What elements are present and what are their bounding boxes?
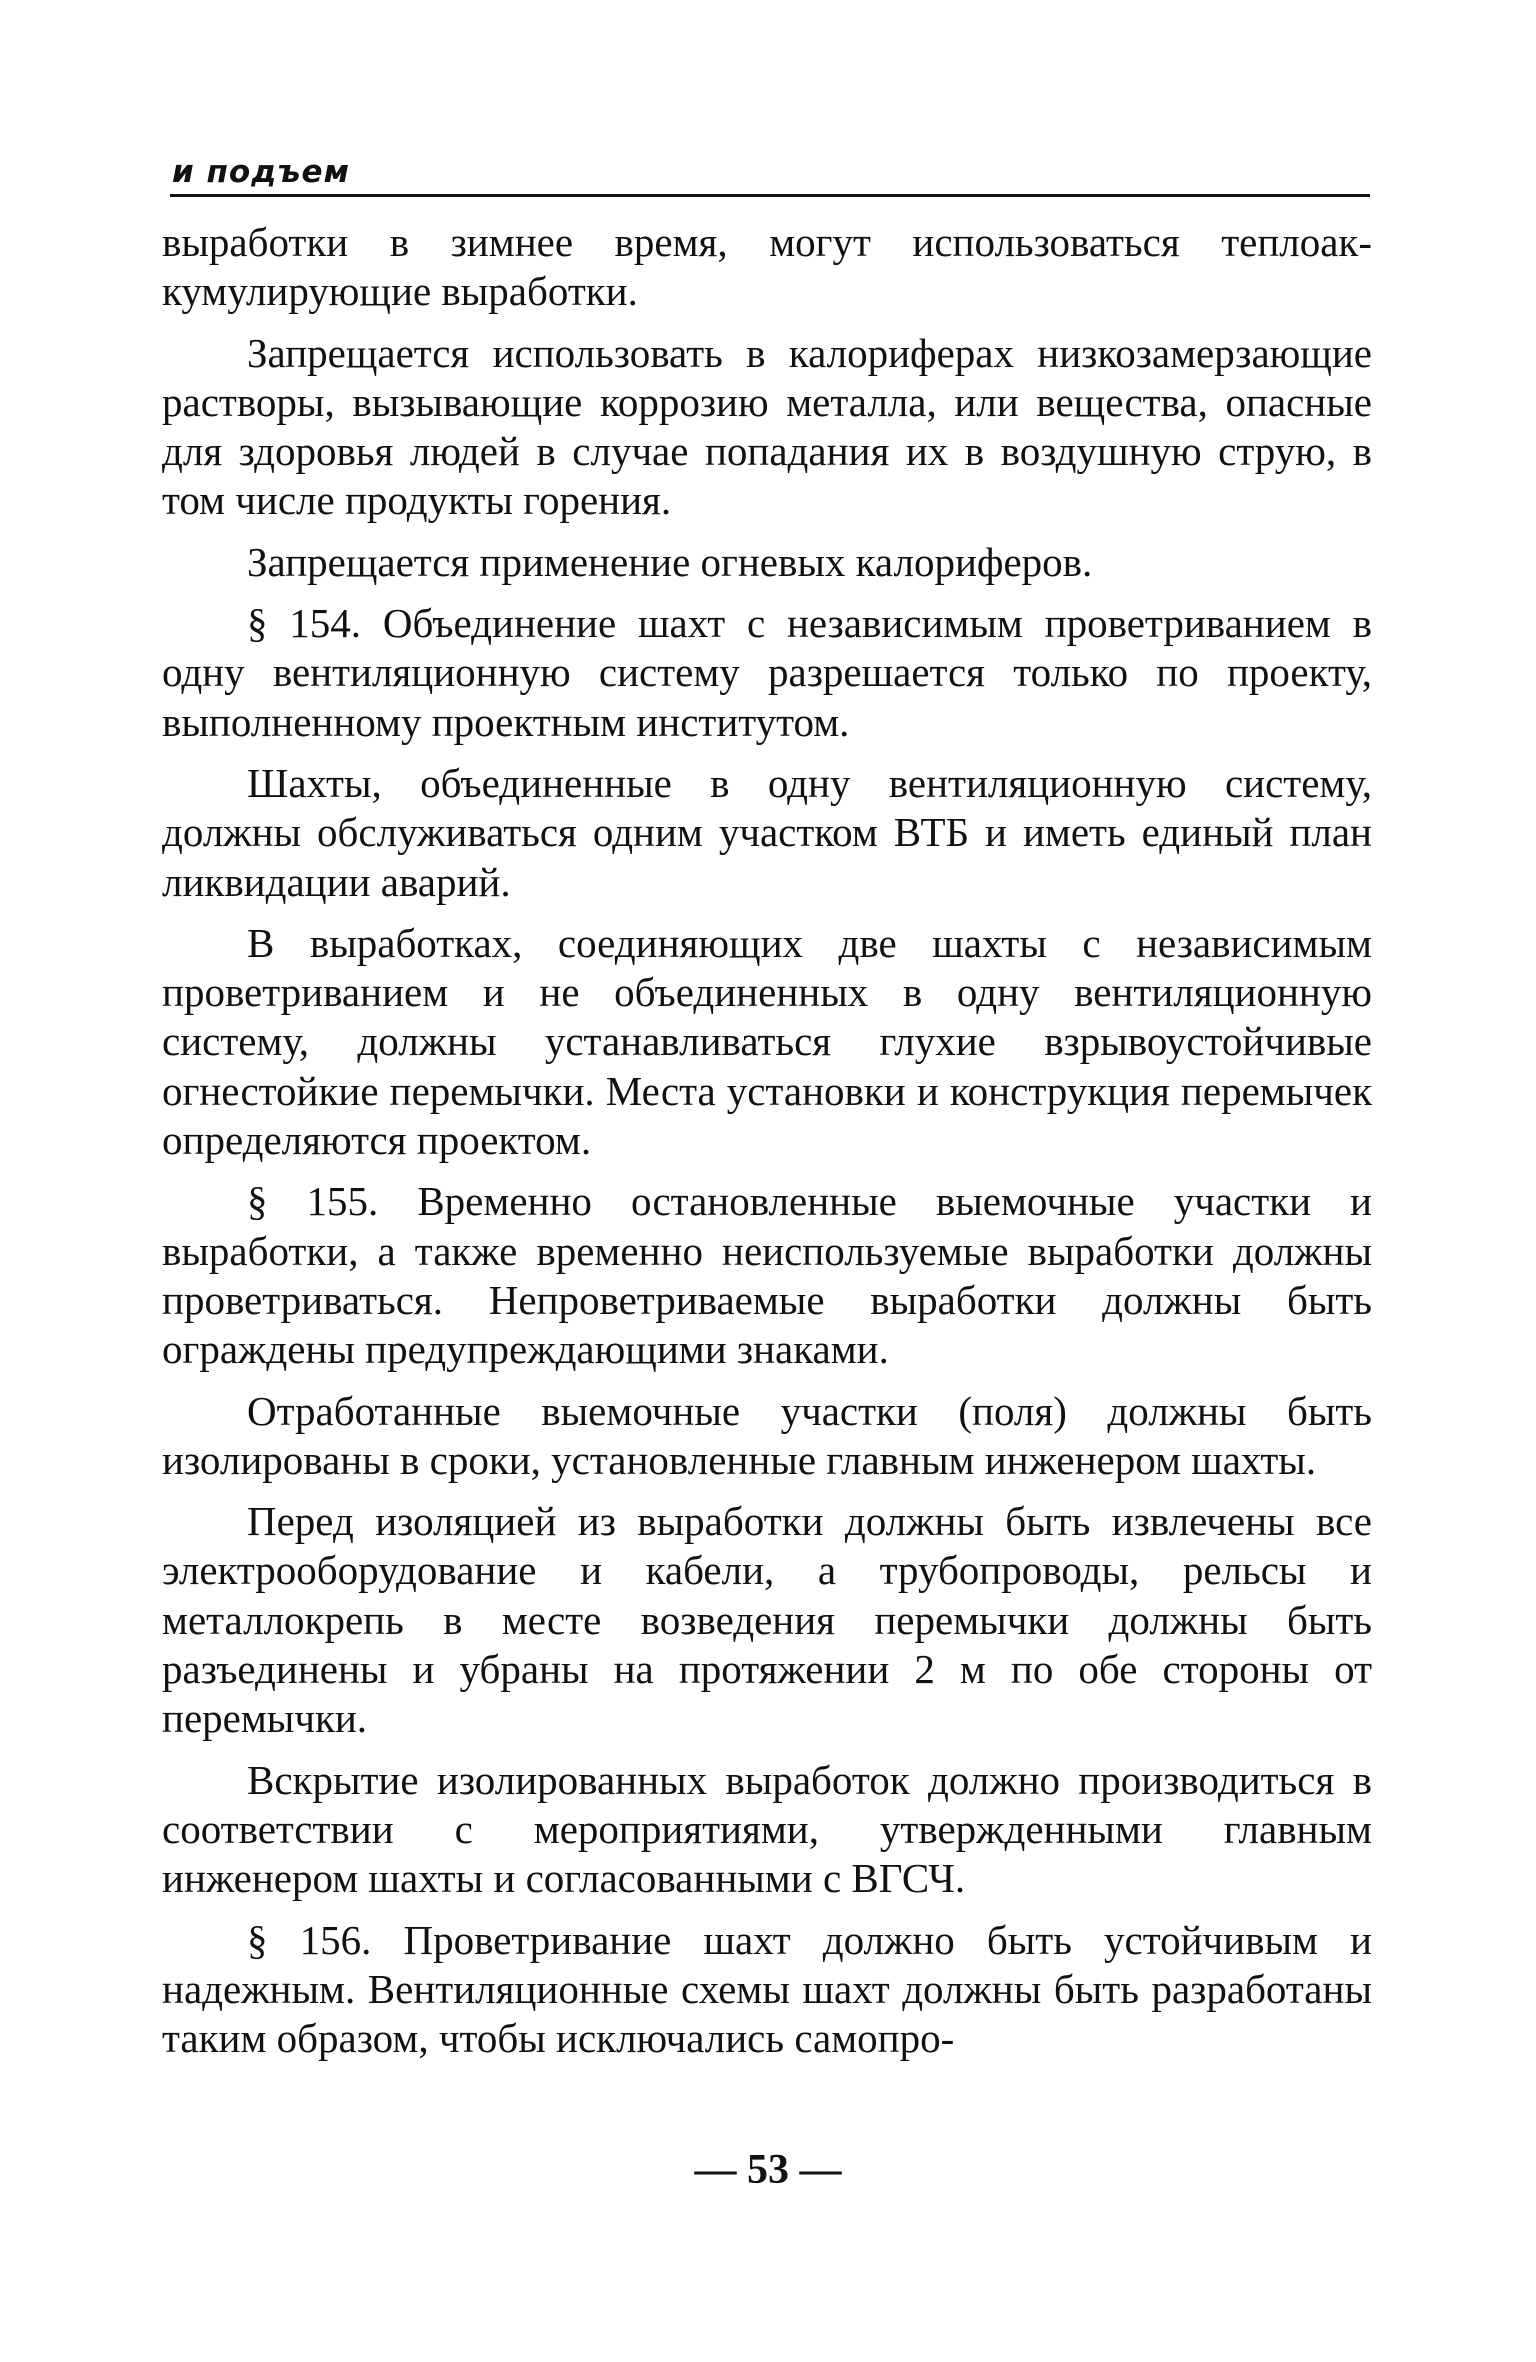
paragraph: В выработках, соединяющих две шахты с независимым проветриванием и не объединенных в одну вентиляционную систему, должны устанавливаться глухие взрывоустойчивые огнестойкие перемычки. Места установки и конструкция перемычек определяются проектом. bbox=[162, 919, 1372, 1164]
paragraph: Шахты, объединенные в одну вентиляционную систему, должны обслуживаться одним участком ВТБ и иметь единый план ликвидации аварий. bbox=[162, 759, 1372, 905]
page-body bbox=[162, 218, 1372, 2075]
paragraph-section-154: § 154. Объединение шахт с независимым проветриванием в одну вентиляционную систему разрешается только по проекту, выполненному проектным институтом. bbox=[162, 600, 1372, 745]
page-number: — 53 — bbox=[694, 2147, 842, 2193]
paragraph: Перед изоляцией из выработки должны быть извлечены все электрооборудование и кабели, а трубопроводы, рельсы и металлокрепь в месте возведения перемычки должны быть разъединены и убраны на протяжении 2 м по обе стороны от перемычки. bbox=[162, 1498, 1372, 1742]
paragraph: Запрещается применение огневых калориферов. bbox=[247, 538, 1093, 585]
paragraph-section-155: § 155. Временно остановленные выемочные участки и выработки, а также временно неиспользуемые выработки должны проветриваться. Непроветриваемые выработки должны быть ограждены предупреждающими знаками. bbox=[162, 1178, 1372, 1373]
paragraph-continued: выработки в зимнее время, могут использоваться теплоаккумулирующие выработки. bbox=[162, 219, 1372, 315]
paragraph: Отработанные выемочные участки (поля) должны быть изолированы в сроки, установленные главным инженером шахты. bbox=[162, 1387, 1372, 1483]
running-head bbox=[170, 150, 1370, 197]
paragraph: Запрещается использовать в калориферах низкозамерзающие растворы, вызывающие коррозию металла, или вещества, опасные для здоровья людей в случае попадания их в воздушную струю, в том числе продукты горения. bbox=[162, 329, 1372, 524]
paragraph-section-156: § 156. Проветривание шахт должно быть устойчивым и надежным. Вентиляционные схемы шахт должны быть разработаны таким образом, чтобы исключались самопро- bbox=[162, 1916, 1372, 2062]
paragraph: Вскрытие изолированных выработок должно производиться в соответствии с мероприятиями, утвержденными главным инженером шахты и согласованными с ВГСЧ. bbox=[162, 1756, 1372, 1902]
running-head-title: и подъем bbox=[172, 154, 350, 190]
